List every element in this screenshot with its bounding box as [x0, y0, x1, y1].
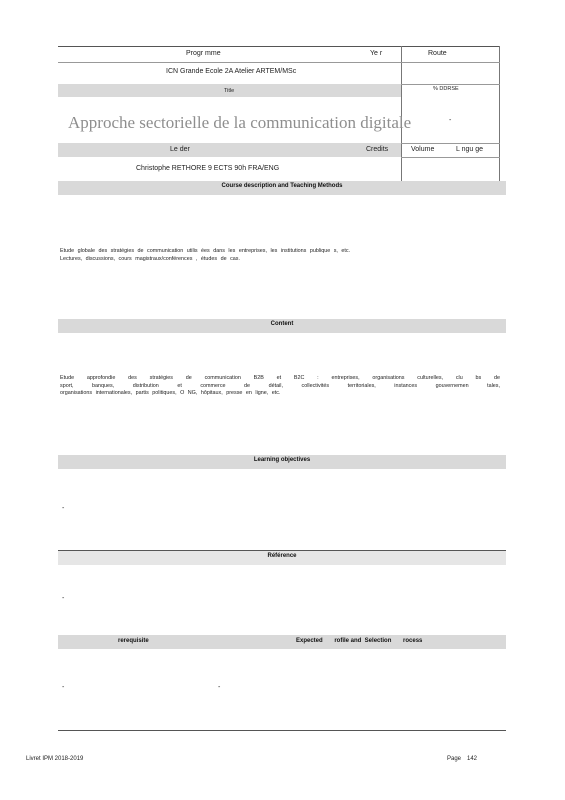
percent-ddrse-label: % DDRSE [433, 86, 459, 92]
content-section-header [58, 319, 506, 333]
description-line: Lectures, discussions, cours magistraux/conférences , études de cas. [60, 255, 240, 262]
row-separator [401, 157, 500, 158]
program-value: ICN Grande Ecole 2A Atelier ARTEM/MSc [166, 68, 297, 75]
reference-text: - [62, 595, 65, 602]
percent-ddrse-value: - [449, 117, 452, 124]
footer-left: Livret IPM 2018-2019 [26, 756, 84, 762]
description-section-title: Course description and Teaching Methods [221, 183, 343, 189]
leader-value: Christophe RETHORE 9 ECTS 90h FRA/ENG [136, 165, 280, 172]
description-text [60, 248, 500, 263]
expected-profile-text: - [218, 684, 221, 691]
program-label: Progr mme [186, 50, 221, 57]
content-section-title: Content [270, 321, 294, 327]
content-line: Etude approfondie des stratégies de communication B2B et B2C : entreprises, organisations culturelles, clu bs de [60, 375, 500, 381]
expected-profile-title: Expected rofile and Selection rocess [296, 638, 423, 644]
language-label: L ngu ge [456, 146, 483, 153]
row-separator [58, 62, 500, 63]
footer-page-label: Page [447, 756, 462, 762]
leader-label-band [58, 143, 401, 157]
table-border-right [499, 46, 500, 182]
content-line: sport, banques, distribution et commerce de détail, collectivités territoriales, instances gouvernemen tales, [60, 382, 500, 389]
description-line: Etude globale des stratégies de communication utilis ées dans les entreprises, les institutions publique s, etc. [60, 248, 351, 254]
row-separator [401, 84, 500, 85]
bottom-border [58, 730, 506, 731]
table-top-border [58, 46, 500, 47]
title-label: Title [224, 88, 235, 94]
year-label: Ye r [370, 50, 383, 57]
description-section-header [58, 181, 506, 195]
objectives-section-header [58, 455, 506, 469]
prerequisite-title: rerequisite [118, 638, 149, 644]
content-line: organisations internationales, partis politiques, O NG, hôpitaux, presse en ligne, etc. [60, 390, 281, 396]
reference-section-title: Référence [267, 553, 297, 559]
volume-label: Volume [411, 146, 435, 153]
credits-label: Credits [366, 146, 389, 153]
row-separator [401, 143, 500, 144]
content-text [60, 375, 500, 398]
course-title: Approche sectorielle de la communication digitale [68, 113, 412, 132]
reference-section-header [58, 551, 506, 565]
objectives-section-title: Learning objectives [253, 457, 311, 463]
footer-page-number: 142 [467, 756, 478, 762]
route-label: Route [428, 50, 447, 57]
objectives-text: - [62, 505, 65, 512]
leader-label: Le der [170, 146, 190, 153]
prerequisite-text: - [62, 684, 65, 691]
